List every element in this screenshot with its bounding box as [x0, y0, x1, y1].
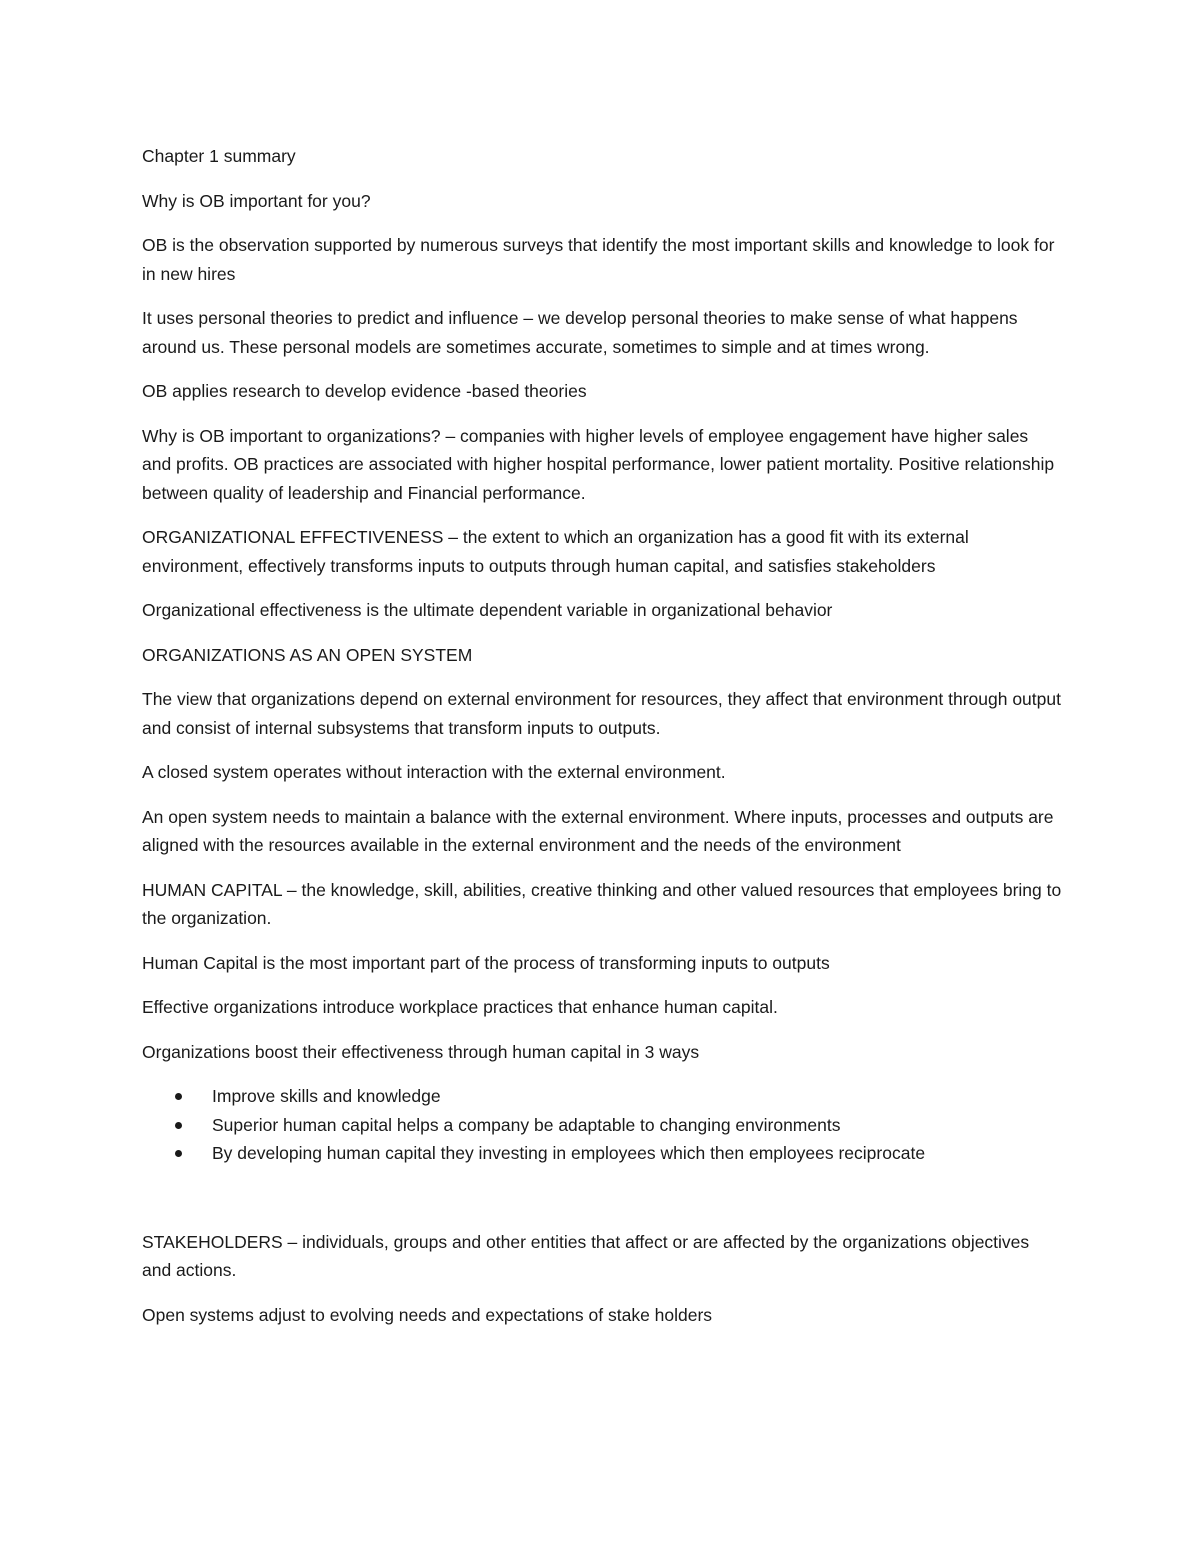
paragraph: Organizational effectiveness is the ultimate dependent variable in organizational behavior — [142, 600, 833, 620]
empty-line — [142, 1184, 1062, 1228]
paragraph: OB applies research to develop evidence -based theories — [142, 381, 587, 401]
list-item-text: Superior human capital helps a company be adaptable to changing environments — [212, 1114, 841, 1135]
list-item-text: Improve skills and knowledge — [212, 1086, 441, 1106]
list-item — [142, 1139, 1062, 1168]
paragraph: Effective organizations introduce workplace practices that enhance human capital. — [142, 997, 778, 1017]
paragraph: Open systems adjust to evolving needs and expectations of stake holders — [142, 1304, 713, 1325]
paragraph: HUMAN CAPITAL – the knowledge, skill, abilities, creative thinking and other valued resources that employees bring to the organization. — [142, 879, 1062, 928]
chapter-heading: Chapter 1 summary — [142, 146, 296, 166]
list-item — [142, 1111, 1062, 1140]
paragraph: It uses personal theories to predict and influence – we develop personal theories to make sense of what happens around us. These personal models are sometimes accurate, sometimes to simple and at times wrong. — [142, 308, 1018, 357]
list-item — [142, 1082, 1062, 1111]
paragraph: A closed system operates without interaction with the external environment. — [142, 762, 726, 782]
bullet-icon — [175, 1150, 182, 1157]
paragraph: OB is the observation supported by numerous surveys that identify the most important skills and knowledge to look for in new hires — [142, 235, 1055, 284]
document-body — [142, 142, 1062, 1345]
bullet-icon — [175, 1093, 182, 1100]
bullet-list — [142, 1082, 1062, 1168]
paragraph: Human Capital is the most important part of the process of transforming inputs to outputs — [142, 952, 830, 973]
bullet-icon — [175, 1122, 182, 1129]
paragraph: Why is OB important for you? — [142, 190, 371, 211]
paragraph: An open system needs to maintain a balance with the external environment. Where inputs, processes and outputs are aligned with the resources available in the external environment and the needs of the environment — [142, 806, 1054, 855]
section-heading: ORGANIZATIONS AS AN OPEN SYSTEM — [142, 644, 473, 665]
paragraph: ORGANIZATIONAL EFFECTIVENESS – the extent to which an organization has a good fit with its external environment, effectively transforms inputs to outputs through human capital, and satisfies stakeholders — [142, 527, 969, 576]
paragraph: Why is OB important to organizations? – companies with higher levels of employee engagement have higher sales and profits. OB practices are associated with higher hospital performance, lower patient mortality. Positive relationship between quality of leadership and Financial performance. — [142, 425, 1055, 503]
list-item-text: By developing human capital they investing in employees which then employees reciprocate — [212, 1143, 926, 1163]
paragraph: Organizations boost their effectiveness through human capital in 3 ways — [142, 1041, 700, 1062]
paragraph: STAKEHOLDERS – individuals, groups and other entities that affect or are affected by the organizations objectives and actions. — [142, 1231, 1030, 1280]
paragraph: The view that organizations depend on external environment for resources, they affect that environment through output and consist of internal subsystems that transform inputs to outputs. — [142, 689, 1061, 738]
